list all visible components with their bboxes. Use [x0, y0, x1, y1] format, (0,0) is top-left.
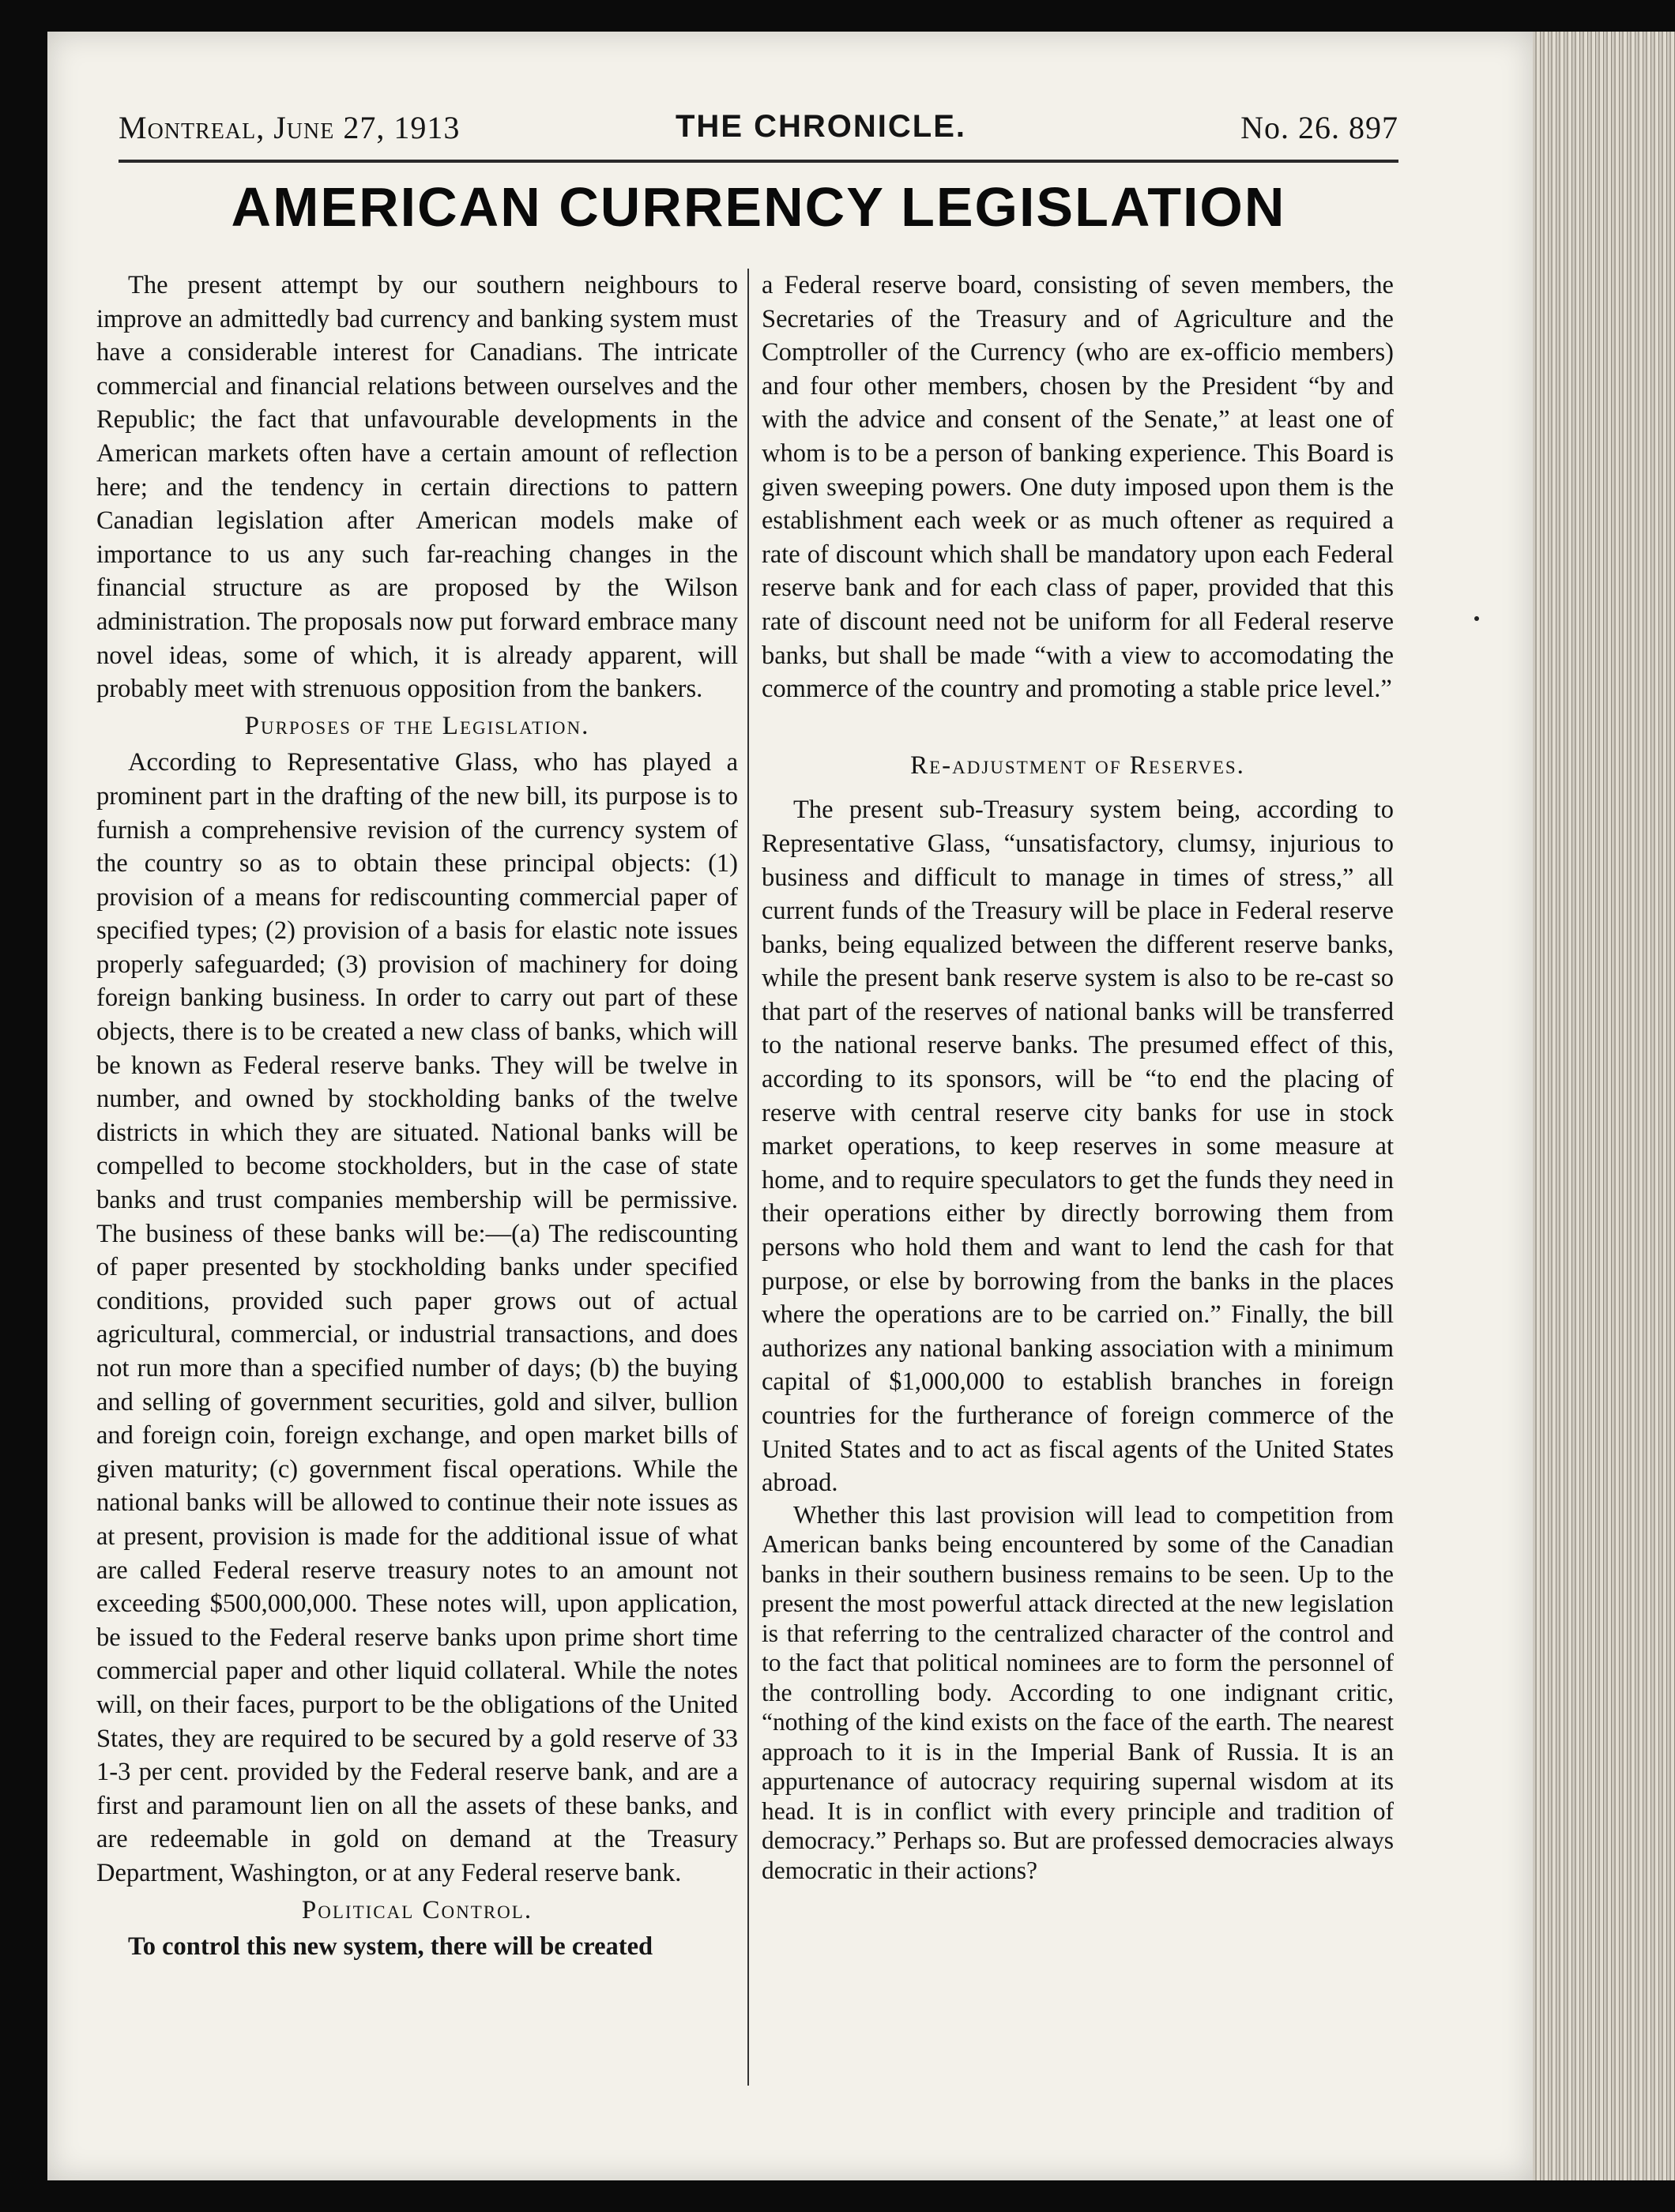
header-rule [119, 160, 1398, 163]
political-control-paragraph: To control this new system, there will be created [128, 1932, 653, 1962]
header-publication: THE CHRONICLE. [676, 109, 966, 144]
board-paragraph: a Federal reserve board, consisting of seven members, the Secretaries of the Treasury and of Agriculture and the Comptroller of the Currency (who are ex-officio members) and four other members, chosen by the President “by and with the advice and consent of the Senate,” at least one of whom is to be a person of banking experience. This Board is given sweeping powers. One duty imposed upon them is the establishment each week or as much oftener as required a rate of discount which shall be mandatory upon each Federal reserve bank and for each class of paper, provided that this rate of discount need not be uniform for all Federal reserve banks, but shall be made “with a view to accomodating the commerce of the country and promoting a stable price level.” [762, 271, 1394, 704]
page-stack-edges [1533, 32, 1675, 2180]
heading-political-control: Political Control. [301, 1895, 533, 1924]
heading-reserves: Re-adjustment of Reserves. [910, 750, 1245, 780]
header-issue-page: No. 26. 897 [1240, 110, 1398, 145]
heading-purposes: Purposes of the Legislation. [244, 711, 590, 740]
header-dateline: Montreal, June 27, 1913 [119, 110, 461, 145]
right-column [762, 269, 1394, 1885]
article-title: AMERICAN CURRENCY LEGISLATION [231, 176, 1286, 238]
scan-speck [1474, 616, 1479, 621]
competition-paragraph: Whether this last provision will lead to competition from American banks being encountered by some of the Canadian banks in their southern business remains to be seen. Up to the present the most powerful attack directed at the new legislation is that referring to the centralized character of the control and to the fact that political nominees are to form the personnel of the controlling body. According to one indignant critic, “nothing of the kind exists on the face of the earth. The nearest approach to it is in the Imperial Bank of Russia. It is an appurtenance of autocracy requiring supernal wisdom at its head. It is in conflict with every principle and tradition of democracy.” Perhaps so. But are professed democracies always democratic in their actions? [762, 1500, 1394, 1884]
intro-paragraph: The present attempt by our southern neighbours to improve an admittedly bad currency and banking system must have a considerable interest for Canadians. The intricate commercial and financial relations between ourselves and the Republic; the fact that unfavourable developments in the American markets often have a certain amount of reflection here; and the tendency in certain directions to pattern Canadian legislation after American models make of importance to us any such far-reaching changes in the financial structure as are proposed by the Wilson administration. The proposals now put forward embrace many novel ideas, some of which, it is already apparent, will probably meet with strenuous opposition from the bankers. [96, 271, 738, 704]
running-header [119, 109, 1398, 150]
purposes-paragraph: According to Representative Glass, who has played a prominent part in the drafting of the new bill, its purpose is to furnish a comprehensive revision of the currency system of the country so as to obtain these principal objects: (1) provision of a means for rediscounting commercial paper of specified types; (2) provision of a basis for elastic note issues properly safeguarded; (3) provision of machinery for doing foreign banking business. In order to carry out part of these objects, there is to be created a new class of banks, which will be known as Federal reserve banks. They will be twelve in number, and owned by stockholding banks of the twelve districts in which they are situated. National banks will be compelled to become stockholders, but in the case of state banks and trust companies membership will be permissive. The business of these banks will be:—(a) The rediscounting of paper presented by stockholding banks under specified conditions, provided such paper grows out of actual agricultural, commercial, or industrial transactions, and does not run more than a specified number of days; (b) the buying and selling of government securities, gold and silver, bullion and foreign coin, foreign exchange, and open market bills of given maturity; (c) government fiscal operations. While the national banks will be allowed to continue their note issues as at present, provision is made for the additional issue of what are called Federal reserve treasury notes to an amount not exceeding $500,000,000. These notes will, upon application, be issued to the Federal reserve banks upon prime short time commercial paper and other liquid collateral. While the notes will, on their faces, purport to be the obligations of the United States, they are required to be secured by a gold reserve of 33 1-3 per cent. provided by the Federal reserve bank, and are a first and paramount lien on all the assets of these banks, and are redeemable in gold on demand at the Treasury Department, Washington, or at any Federal reserve bank. [96, 748, 738, 1887]
left-column [96, 269, 738, 1964]
column-divider [747, 269, 749, 2086]
reserves-paragraph: The present sub-Treasury system being, according to Representative Glass, “unsatisfactory, clumsy, injurious to business and difficult to manage in times of stress,” all current funds of the Treasury will be place in Federal reserve banks, being equalized between the different reserve banks, while the present bank reserve system is also to be re-cast so that part of the reserves of national banks will be transferred to the national reserve banks. The presumed effect of this, according to its sponsors, will be “to end the placing of reserve with central reserve city banks for use in stock market operations, to keep reserves in some measure at home, and to require speculators to get the funds they need in their operations either by directly borrowing them from persons who hold them and want to lend the cash for that purpose, or else by borrowing from the banks in the places where the operations are to be carried on.” Finally, the bill authorizes any national banking association with a minimum capital of $1,000,000 to establish branches in foreign countries for the furtherance of foreign commerce of the United States and to act as fiscal agents of the United States abroad. [762, 796, 1394, 1498]
